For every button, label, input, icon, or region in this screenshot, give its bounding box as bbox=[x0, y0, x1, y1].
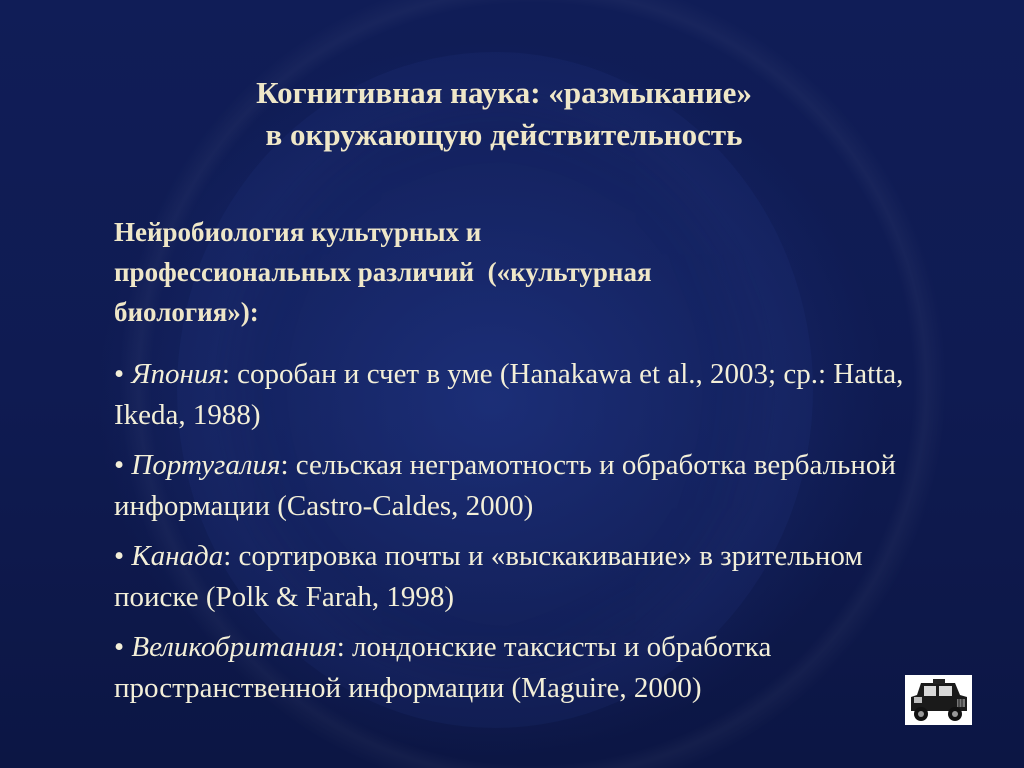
bullet-text: : соробан и счет в уме (Hanakawa et al., 2003; ср.: Hatta, Ikeda, 1988) bbox=[114, 358, 904, 431]
bullet-marker: • bbox=[114, 631, 132, 663]
title-line-2: в окружающую действительность bbox=[265, 117, 743, 152]
bullet-list bbox=[114, 354, 904, 718]
bullet-country: Великобритания bbox=[131, 631, 337, 663]
bullet-marker: • bbox=[114, 540, 132, 572]
bullet-text: : лондонские таксисты и обработка пространственной информации (Maguire, 2000) bbox=[114, 631, 772, 704]
bullet-country: Япония bbox=[131, 358, 222, 390]
bullet-text: : сортировка почты и «выскакивание» в зрительном поиске (Polk & Farah, 1998) bbox=[114, 540, 863, 613]
bullet-item-portugal bbox=[114, 445, 904, 527]
bullet-item-japan bbox=[114, 354, 904, 436]
bullet-marker: • bbox=[114, 449, 132, 481]
bullet-item-uk bbox=[114, 627, 904, 709]
subheading-line-2: профессиональных различий («культурная bbox=[114, 257, 652, 287]
bullet-marker: • bbox=[114, 358, 132, 390]
bullet-country: Канада bbox=[131, 540, 224, 572]
bullet-text: : сельская неграмотность и обработка вербальной информации (Castro-Caldes, 2000) bbox=[114, 449, 896, 522]
title-line-1: Когнитивная наука: «размыкание» bbox=[256, 75, 752, 110]
subheading-line-1: Нейробиология культурных и bbox=[114, 217, 482, 247]
bullet-item-canada bbox=[114, 536, 904, 618]
subheading-line-3: биология»): bbox=[114, 297, 259, 327]
bullet-country: Португалия bbox=[131, 449, 281, 481]
section-subheading bbox=[114, 212, 894, 332]
taxi-icon bbox=[905, 675, 972, 725]
slide-title bbox=[0, 72, 1008, 156]
taxi-icon-drawing bbox=[905, 675, 972, 725]
